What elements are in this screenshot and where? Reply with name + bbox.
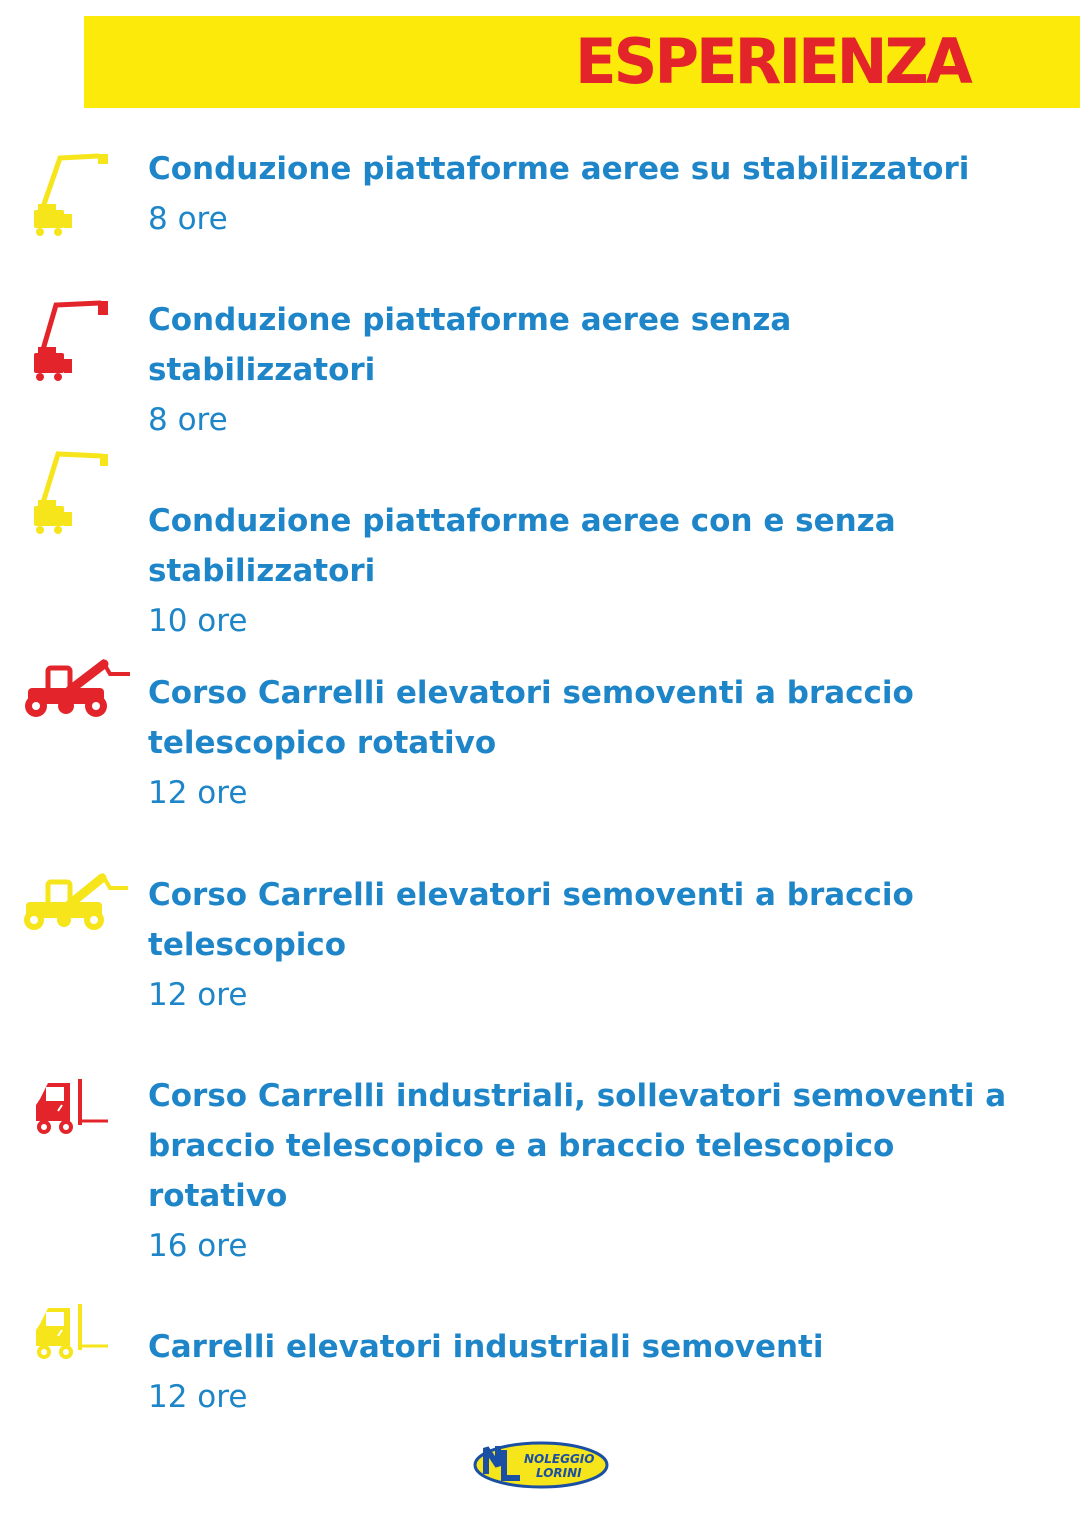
logo-line-2: LORINI xyxy=(536,1466,582,1480)
item-title: Conduzione piattaforme aeree con e senza stabilizzatori xyxy=(148,503,896,589)
item-title: Corso Carrelli industriali, sollevatori semoventi a braccio telescopico e a braccio telescopico rotativo xyxy=(148,1078,1007,1214)
noleggio-lorini-logo xyxy=(472,1440,610,1490)
item-text xyxy=(148,1071,1028,1271)
item-duration: 8 ore xyxy=(148,402,228,438)
item-title: Conduzione piattaforme aeree senza stabilizzatori xyxy=(148,302,792,388)
item-text xyxy=(148,144,1028,244)
telehandler-icon xyxy=(18,866,130,956)
aerial-platform-icon xyxy=(20,148,132,238)
aerial-platform-icon xyxy=(20,297,132,387)
item-duration: 12 ore xyxy=(148,775,248,811)
aerial-platform-icon xyxy=(20,448,132,538)
item-text xyxy=(148,295,1028,445)
item-title: Corso Carrelli elevatori semoventi a braccio telescopico xyxy=(148,877,914,963)
item-title: Conduzione piattaforme aeree su stabilizzatori xyxy=(148,151,970,187)
forklift-icon xyxy=(30,1075,142,1165)
page-title: ESPERIENZA xyxy=(575,25,970,98)
item-duration: 16 ore xyxy=(148,1228,248,1264)
item-duration: 12 ore xyxy=(148,1379,248,1415)
item-text xyxy=(148,668,1028,818)
logo-line-1: NOLEGGIO xyxy=(524,1452,595,1466)
item-duration: 8 ore xyxy=(148,201,228,237)
item-title: Corso Carrelli elevatori semoventi a braccio telescopico rotativo xyxy=(148,675,914,761)
forklift-icon xyxy=(30,1300,142,1390)
item-text xyxy=(148,1322,1028,1422)
telehandler-icon xyxy=(18,654,130,744)
item-duration: 10 ore xyxy=(148,603,248,639)
item-title: Carrelli elevatori industriali semoventi xyxy=(148,1329,824,1365)
item-duration: 12 ore xyxy=(148,977,248,1013)
item-text xyxy=(148,870,1028,1020)
item-text xyxy=(148,496,1028,646)
header-banner xyxy=(84,16,1080,108)
